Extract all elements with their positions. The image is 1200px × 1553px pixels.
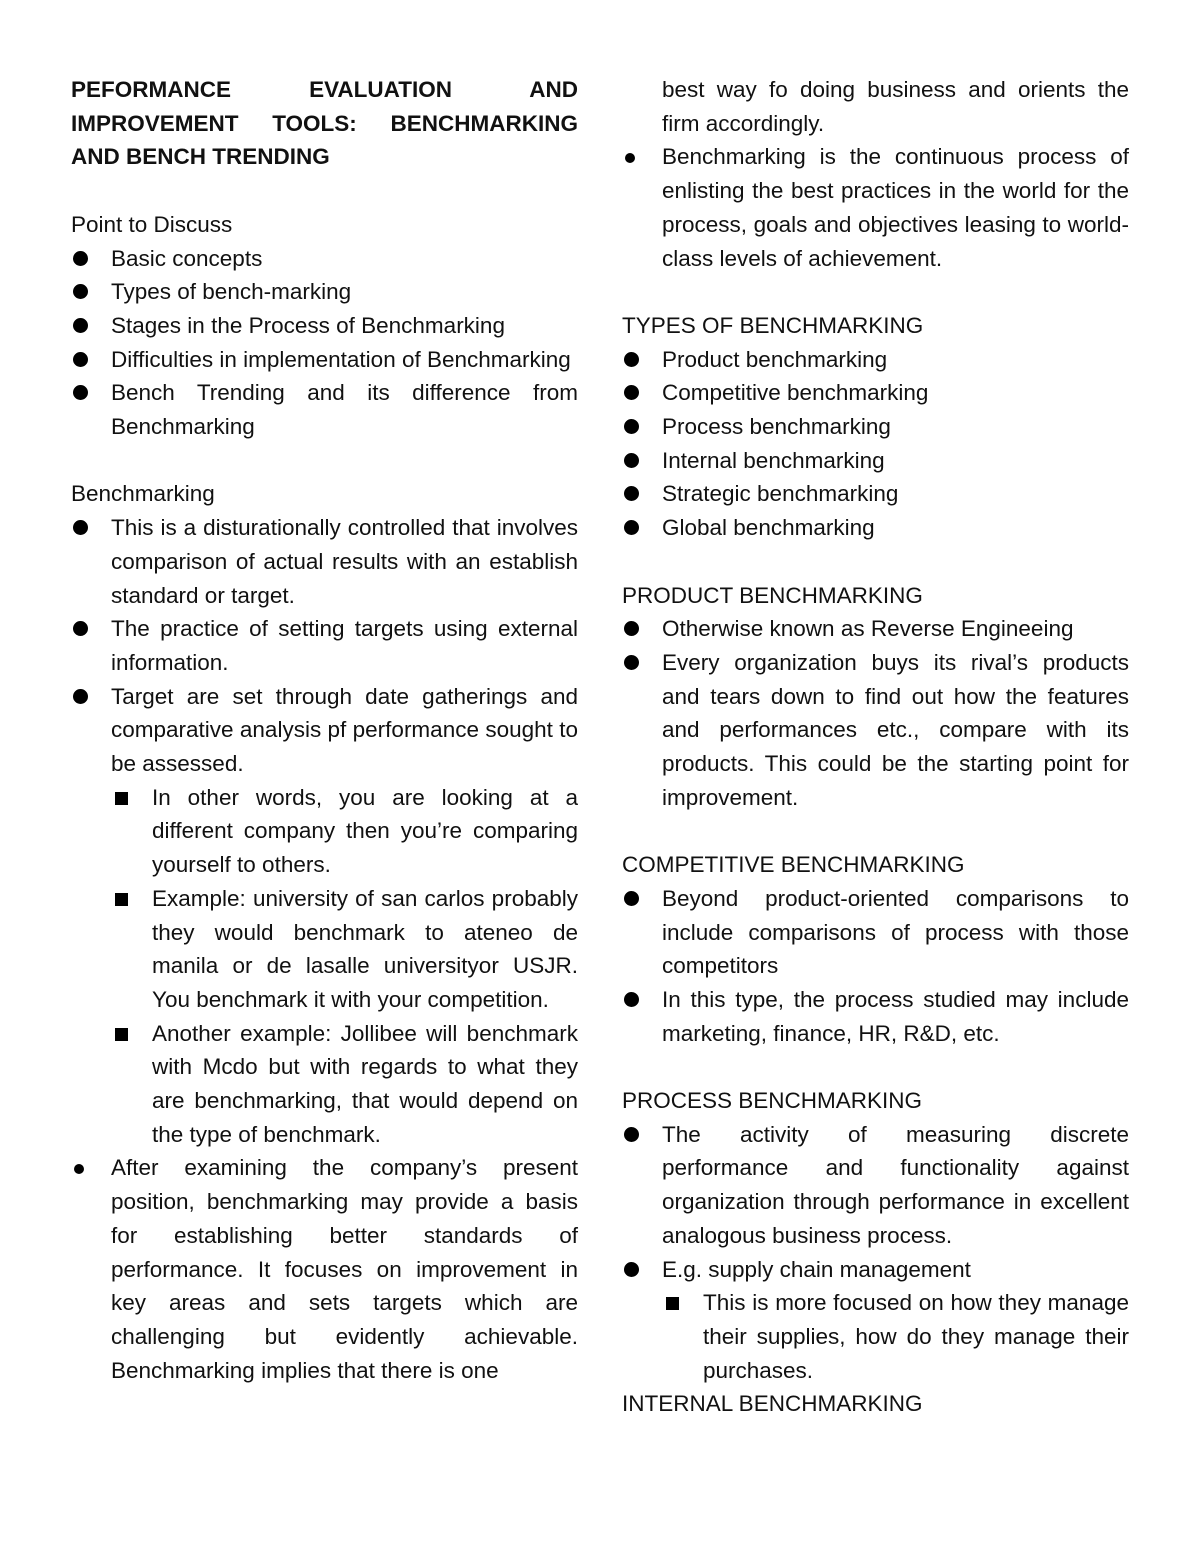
list-item: Every organization buys its rival’s products and tears down to find out how the features and performances etc., compare with its products. This could be the starting point for improvement. [622,646,1129,815]
bullet-icon [73,251,88,266]
list-item: This is more focused on how they manage their supplies, how do they manage their purchases. [663,1286,1129,1387]
list-item: Target are set through date gatherings and comparative analysis pf performance sought to be assessed. [71,680,578,781]
bullet-icon [73,520,88,535]
square-bullet-icon [115,792,128,805]
process-list [622,1118,1129,1287]
list-item: Process benchmarking [622,410,1129,444]
bullet-icon [73,689,88,704]
competitive-list [622,882,1129,1051]
list-item: Bench Trending and its difference from Benchmarking [71,376,578,443]
bullet-icon [74,1164,84,1174]
continued-list [622,73,1129,275]
list-item: In other words, you are looking at a different company then you’re comparing yourself to others. [112,781,578,882]
bullet-icon [624,486,639,501]
spacer [622,1050,1129,1084]
bullet-icon [624,1127,639,1142]
spacer [71,174,578,208]
bullet-icon [624,1262,639,1277]
list-item: Competitive benchmarking [622,376,1129,410]
product-heading: PRODUCT BENCHMARKING [622,582,923,608]
title-line: IMPROVEMENT TOOLS: BENCHMARKING [71,110,578,136]
list-item: The practice of setting targets using external information. [71,612,578,679]
discuss-heading: Point to Discuss [71,211,233,237]
spacer [622,814,1129,848]
list-item: Beyond product-oriented comparisons to include comparisons of process with those competitors [622,882,1129,983]
types-heading: TYPES OF BENCHMARKING [622,312,924,338]
benchmarking-list [71,511,578,781]
types-list [622,343,1129,545]
process-heading: PROCESS BENCHMARKING [622,1088,923,1114]
title-line: PEFORMANCE EVALUATION AND [71,77,578,102]
benchmarking-sublist [112,781,578,1152]
bullet-icon [624,891,639,906]
square-bullet-icon [666,1297,679,1310]
internal-heading: INTERNAL BENCHMARKING [622,1391,923,1417]
list-item: Internal benchmarking [622,444,1129,478]
document-title [71,73,578,174]
list-item: Strategic benchmarking [622,477,1129,511]
spacer [622,275,1129,309]
process-sublist [663,1286,1129,1387]
bullet-icon [624,352,639,367]
bullet-icon [624,419,639,434]
square-bullet-icon [115,1028,128,1041]
list-item: Types of bench-marking [71,275,578,309]
bullet-icon [73,352,88,367]
list-item: Another example: Jollibee will benchmark with Mcdo but with regards to what they are benchmarking, that would depend on the type of benchmark. [112,1017,578,1152]
discuss-list [71,242,578,444]
bullet-icon [624,385,639,400]
bullet-icon [73,621,88,636]
list-item: Basic concepts [71,242,578,276]
list-item: E.g. supply chain management [622,1253,1129,1287]
bullet-icon [624,992,639,1007]
list-item: In this type, the process studied may include marketing, finance, HR, R&D, etc. [622,983,1129,1050]
square-bullet-icon [115,893,128,906]
bullet-icon [624,655,639,670]
bullet-icon [73,385,88,400]
list-item: This is a disturationally controlled that involves comparison of actual results with an establish standard or target. [71,511,578,612]
bullet-icon [624,621,639,636]
bullet-icon [73,284,88,299]
product-list [622,612,1129,814]
bullet-icon [625,153,635,163]
competitive-heading: COMPETITIVE BENCHMARKING [622,852,965,878]
list-item: Example: university of san carlos probably they would benchmark to ateneo de manila or de lasalle universityor USJR. You benchmark it with your competition. [112,882,578,1017]
spacer [71,444,578,478]
list-item: Difficulties in implementation of Benchmarking [71,343,578,377]
list-item: Stages in the Process of Benchmarking [71,309,578,343]
list-item: The activity of measuring discrete performance and functionality against organization through performance in excellent analogous business process. [622,1118,1129,1253]
benchmarking-heading: Benchmarking [71,481,215,507]
left-column [71,73,578,1387]
title-line: AND BENCH TRENDING [71,144,330,170]
list-item: Otherwise known as Reverse Engineeing [622,612,1129,646]
bullet-icon [624,520,639,535]
bullet-icon [73,318,88,333]
list-item: Benchmarking is the continuous process of enlisting the best practices in the world for the process, goals and objectives leasing to world-class levels of achievement. [622,140,1129,275]
list-item: Global benchmarking [622,511,1129,545]
spacer [622,545,1129,579]
list-item: Product benchmarking [622,343,1129,377]
list-item: After examining the company’s present position, benchmarking may provide a basis for establishing better standards of performance. It focuses on improvement in key areas and sets targets which are challenging but evidently achievable. Benchmarking implies that there is one [71,1151,578,1387]
right-column [622,73,1129,1421]
list-item-continued: best way fo doing business and orients the firm accordingly. [662,77,1129,136]
bullet-icon [624,453,639,468]
benchmarking-list-continued [71,1151,578,1387]
